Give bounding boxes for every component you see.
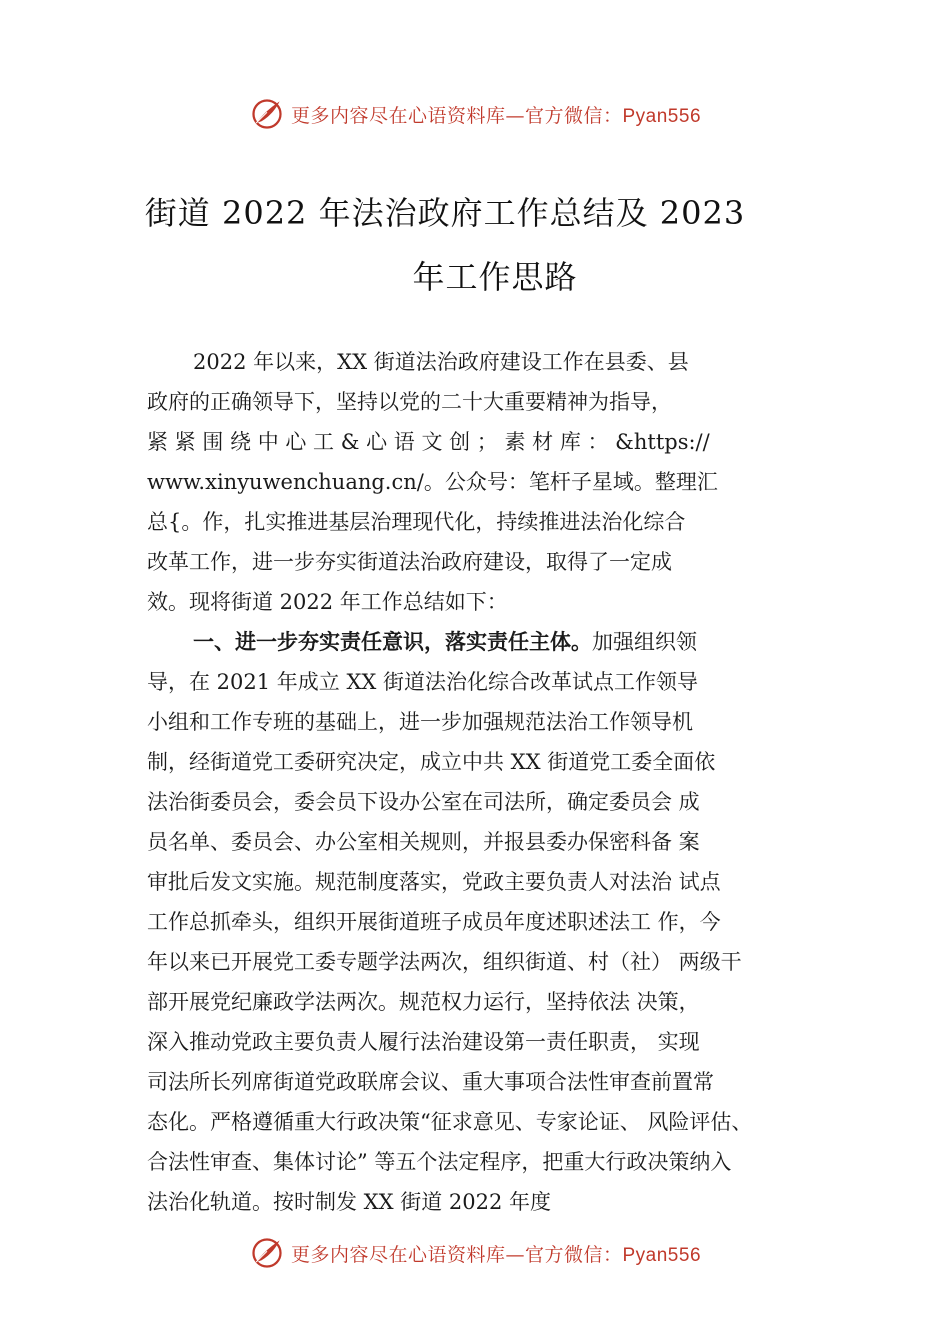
doc-body [147,342,837,1222]
doc-title-line-2: 年工作思路 [412,258,578,296]
quill-logo-icon [249,1235,285,1271]
header-watermark-banner [0,94,950,134]
quill-logo-icon [249,96,285,132]
section-1-heading: 一、进一步夯实责任意识，落实责任主体。 [193,630,592,654]
paragraph-line: 小组和工作专班的基础上，进一步加强规范法治工作领导机 [147,710,693,734]
banner-text: 更多内容尽在心语资料库—官方微信：Pyan556 [290,1243,702,1266]
paragraph-line: 态化。严格遵循重大行政决策“征求意见、专家论证、 风险评估、 [147,1110,753,1134]
paragraph-line: 法治街委员会，委会员下设办公室在司法所，确定委员会 成 [147,790,700,814]
paragraph-line: 效。现将街道 2022 年工作总结如下： [147,590,508,614]
paragraph-line: 部开展党纪廉政学法两次。规范权力运行，坚持依法 决策， [147,990,700,1014]
wechat-handle: Pyan556 [622,1244,702,1266]
paragraph-line: 深入推动党政主要负责人履行法治建设第一责任职责， 实现 [147,1030,700,1054]
wechat-handle: Pyan556 [622,105,702,127]
paragraph-line: 2022 年以来，XX 街道法治政府建设工作在县委、县 [193,350,689,374]
doc-title-line-1: 街道 2022 年法治政府工作总结及 2023 [144,194,746,232]
paragraph-line: 员名单、委员会、办公室相关规则，并报县委办保密科备 案 [147,830,700,854]
paragraph-line: 司法所长列席街道党政联席会议、重大事项合法性审查前置常 [147,1070,714,1094]
paragraph-line: 改革工作，进一步夯实街道法治政府建设，取得了一定成 [147,550,672,574]
paragraph-line: 法治化轨道。按时制发 XX 街道 2022 年度 [147,1190,552,1214]
paragraph-line: 年以来已开展党工委专题学法两次，组织街道、村（社） 两级干 [147,950,742,974]
section-1-first-tail: 加强组织领 [592,630,697,654]
paragraph-line: 工作总抓牵头，组织开展街道班子成员年度述职述法工 作，今 [147,910,721,934]
paragraph-line: 政府的正确领导下，坚持以党的二十大重要精神为指导， [147,390,672,414]
paragraph-line: www.xinyuwenchuang.cn/。公众号：笔杆子星域。整理汇 [147,470,718,494]
footer-watermark-banner [0,1233,950,1273]
banner-text: 更多内容尽在心语资料库—官方微信：Pyan556 [290,104,702,127]
paragraph-line: 导，在 2021 年成立 XX 街道法治化综合改革试点工作领导 [147,670,699,694]
paragraph-line: 总{。作，扎实推进基层治理现代化，持续推进法治化综合 [147,510,686,534]
paragraph-line: 合法性审查、集体讨论” 等五个法定程序，把重大行政决策纳入 [147,1150,732,1174]
paragraph-line: 制，经街道党工委研究决定，成立中共 XX 街道党工委全面依 [147,750,716,774]
paragraph-line: 审批后发文实施。规范制度落实，党政主要负责人对法治 试点 [147,870,721,894]
section-heading-line [147,622,837,662]
paragraph-line: 紧 紧 围 绕 中 心 工 & 心 语 文 创 ； 素 材 库 ： &https:// [147,430,710,454]
